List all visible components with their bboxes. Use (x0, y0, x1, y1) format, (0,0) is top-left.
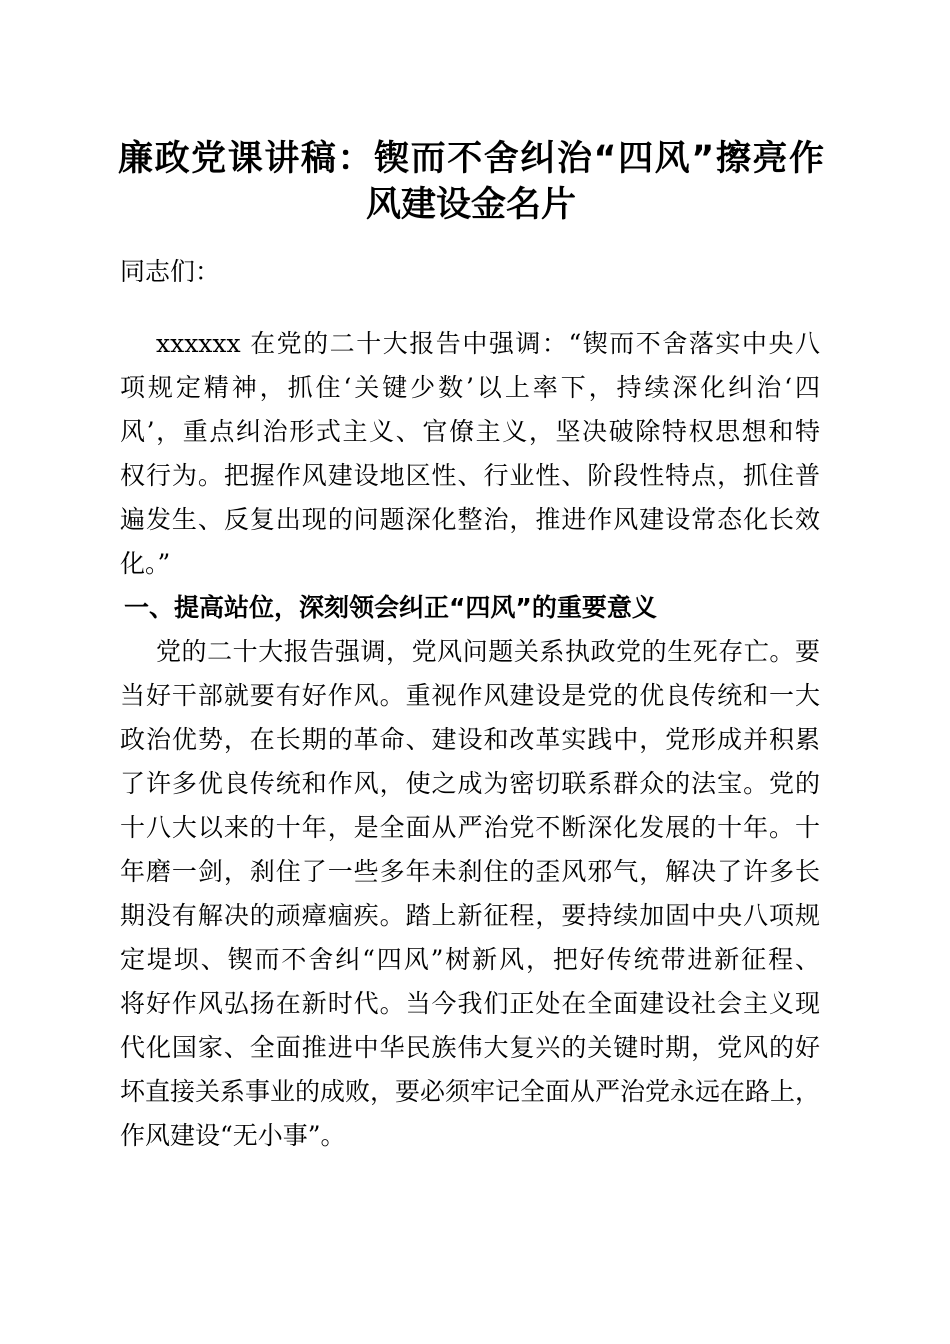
text-line: xxxxxx 在党的二十大报告中强调：“锲而不舍落实中央八 (156, 329, 820, 358)
text-line: 定堤坝、锲而不舍纠“四风”树新风，把好传统带进新征程、 (120, 945, 820, 974)
section-heading: 一、提高站位，深刻领会纠正“四风”的重要意义 (124, 593, 657, 622)
text-line: 当好干部就要有好作风。重视作风建设是党的优良传统和一大 (120, 681, 820, 710)
text-line: 作风建设“无小事”。 (120, 1121, 346, 1150)
text-line: 将好作风弘扬在新时代。当今我们正处在全面建设社会主义现 (120, 989, 820, 1018)
text-line: 风’，重点纠治形式主义、官僚主义，坚决破除特权思想和特 (120, 417, 820, 446)
text-line: 政治优势，在长期的革命、建设和改革实践中，党形成并积累 (120, 725, 820, 754)
paragraph-1 (120, 322, 820, 586)
paragraph-2 (120, 630, 820, 1158)
text-line: 坏直接关系事业的成败，要必须牢记全面从严治党永远在路上， (120, 1077, 821, 1106)
title-line: 风建设金名片 (365, 185, 576, 225)
document-title (118, 136, 824, 228)
text-line: 权行为。把握作风建设地区性、行业性、阶段性特点，抓住普 (120, 461, 820, 490)
title-line: 廉政党课讲稿：锲而不舍纠治“四风”擦亮作 (118, 139, 824, 179)
text-line: 化。” (120, 549, 171, 578)
text-line: 遍发生、反复出现的问题深化整治，推进作风建设常态化长效 (120, 505, 820, 534)
text-line: 党的二十大报告强调，党风问题关系执政党的生死存亡。要 (156, 637, 820, 666)
text-line: 了许多优良传统和作风，使之成为密切联系群众的法宝。党的 (120, 769, 820, 798)
text-line: 十八大以来的十年，是全面从严治党不断深化发展的十年。十 (120, 813, 820, 842)
text-line: 项规定精神，抓住‘关键少数’以上率下，持续深化纠治‘四 (120, 373, 820, 402)
salutation: 同志们： (120, 257, 221, 286)
text-line: 年磨一剑，刹住了一些多年未刹住的歪风邪气，解决了许多长 (120, 857, 820, 886)
text-line: 代化国家、全面推进中华民族伟大复兴的关键时期，党风的好 (120, 1033, 820, 1062)
document-body (120, 250, 820, 1158)
text-line: 期没有解决的顽瘴痼疾。踏上新征程，要持续加固中央八项规 (120, 901, 820, 930)
